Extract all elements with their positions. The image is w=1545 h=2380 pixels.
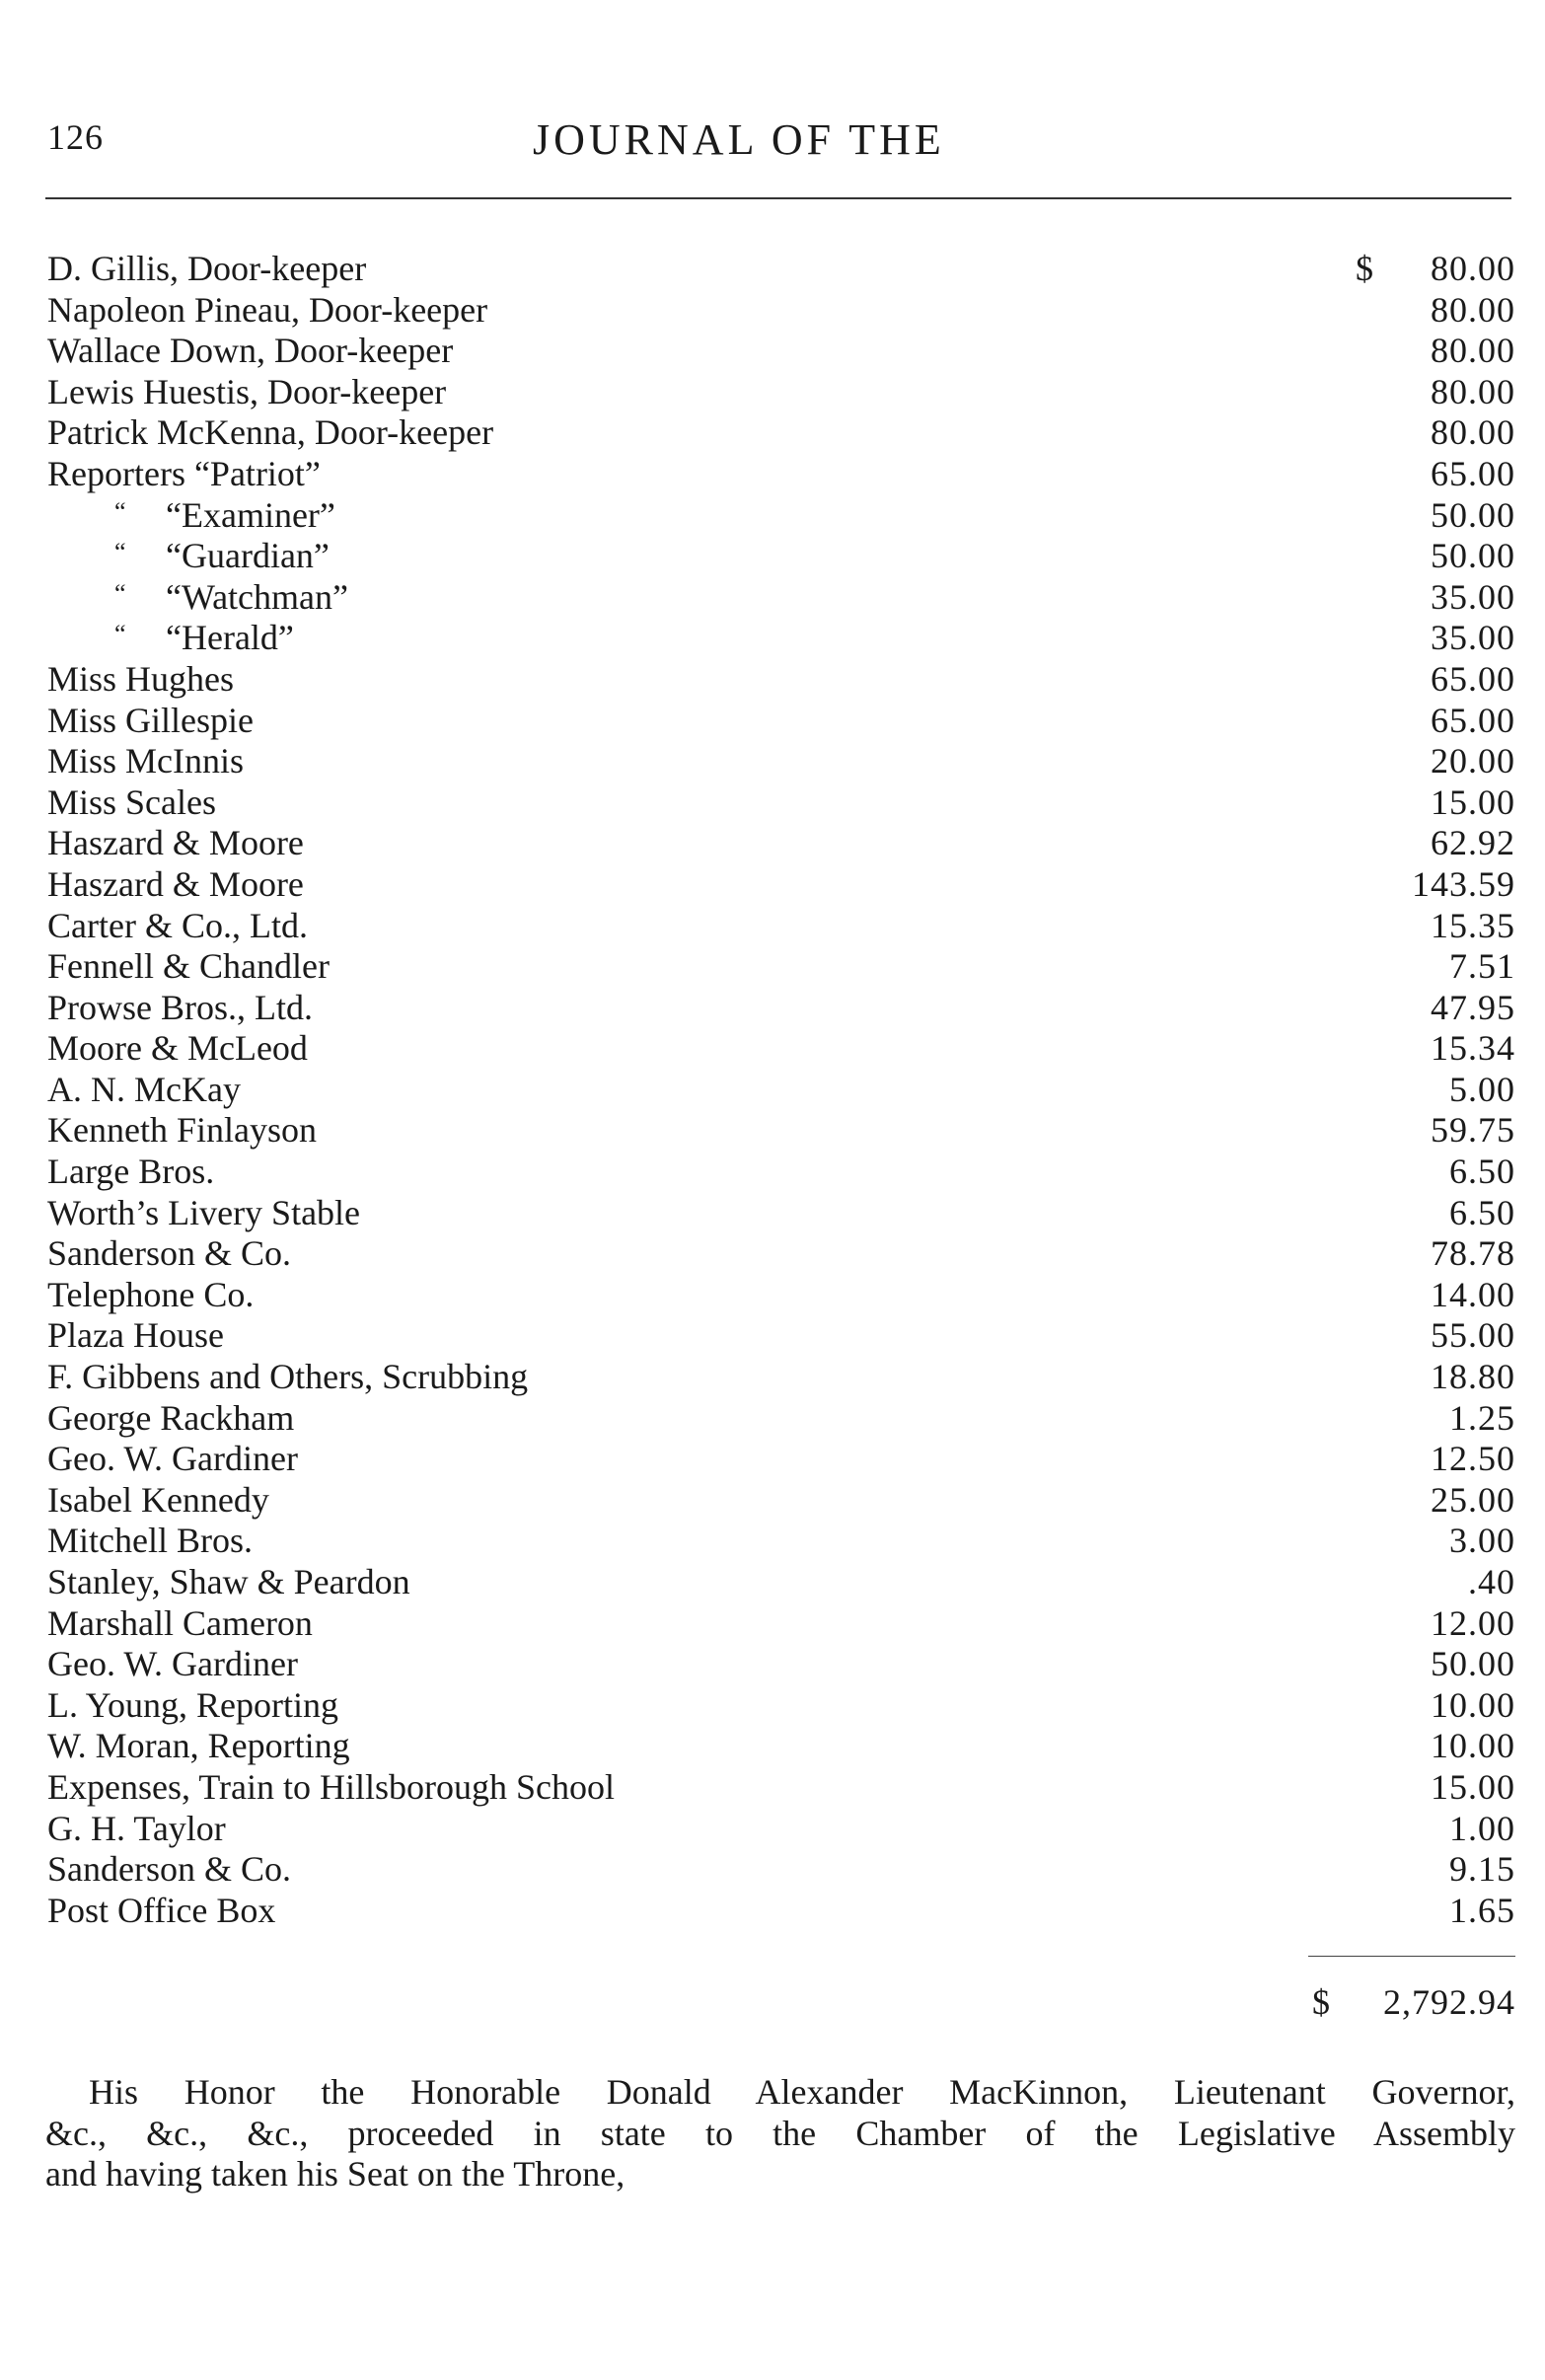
amount: 10.00: [1431, 1684, 1515, 1725]
ledger-row: [47, 1315, 1515, 1357]
amount: 50.00: [1431, 536, 1515, 576]
payee-name: “Guardian”: [166, 536, 330, 576]
payee-name: L. Young, Reporting: [47, 1684, 339, 1725]
ledger-row: [47, 331, 1515, 372]
ledger-row: [47, 372, 1515, 413]
amount: 3.00: [1449, 1521, 1515, 1561]
amount: 5.00: [1449, 1069, 1515, 1109]
amount: 18.80: [1431, 1357, 1515, 1397]
payee-name: Miss Hughes: [47, 658, 235, 699]
ledger-row: [47, 782, 1515, 824]
ledger-row: [47, 290, 1515, 332]
ledger-row: [47, 1357, 1515, 1398]
payee-name: “Watchman”: [166, 576, 348, 617]
amount: 1.00: [1449, 1808, 1515, 1848]
amount: 65.00: [1431, 453, 1515, 493]
amount: 80.00: [1431, 412, 1515, 453]
amount: 9.15: [1449, 1849, 1515, 1890]
ledger-row: [47, 946, 1515, 988]
ledger-row: [47, 1480, 1515, 1522]
amount: 35.00: [1431, 576, 1515, 617]
ledger-row: [47, 1849, 1515, 1891]
payee-name: A. N. McKay: [47, 1069, 241, 1109]
amount: 14.00: [1431, 1274, 1515, 1314]
amount: 80.00: [1431, 249, 1515, 288]
payee-name: Carter & Co., Ltd.: [47, 905, 308, 945]
ledger-row: [47, 1891, 1515, 1932]
amount: 80.00: [1431, 331, 1515, 371]
ledger-row: [47, 659, 1515, 701]
ledger-row: [47, 1193, 1515, 1234]
amount: 12.50: [1431, 1439, 1515, 1479]
ledger-row: [47, 988, 1515, 1029]
payee-name: Geo. W. Gardiner: [47, 1439, 298, 1479]
ditto-mark: “: [114, 578, 126, 608]
amount: 55.00: [1431, 1315, 1515, 1356]
payee-name: Lewis Huestis, Door-keeper: [47, 371, 447, 411]
amount: 15.35: [1431, 905, 1515, 945]
ledger-row: [47, 864, 1515, 906]
payee-name: Reporters “Patriot”: [47, 453, 321, 493]
amount: 78.78: [1431, 1233, 1515, 1274]
ledger-row: [47, 1028, 1515, 1070]
payee-name: Fennell & Chandler: [47, 946, 330, 987]
payee-name: “Examiner”: [166, 494, 335, 535]
closing-paragraph: [45, 2072, 1515, 2195]
amount: 35.00: [1431, 618, 1515, 658]
amount: 50.00: [1431, 494, 1515, 535]
running-head: JOURNAL OF THE: [533, 115, 945, 164]
ledger-row: [47, 577, 1515, 619]
amount: 15.00: [1431, 1766, 1515, 1807]
ledger-row: [47, 823, 1515, 864]
payee-name: Moore & McLeod: [47, 1028, 308, 1069]
ledger-row: [47, 1521, 1515, 1562]
payee-name: D. Gillis, Door-keeper: [47, 249, 367, 288]
paragraph-line: and having taken his Seat on the Throne,: [45, 2154, 625, 2194]
total-dollar-sign: $: [1312, 1982, 1330, 2022]
amount: 1.25: [1449, 1397, 1515, 1438]
dollar-sign: $: [1356, 249, 1373, 288]
payee-name: Expenses, Train to Hillsborough School: [47, 1766, 616, 1807]
ditto-mark: “: [114, 496, 126, 526]
amount: .40: [1468, 1562, 1515, 1601]
payee-name: W. Moran, Reporting: [47, 1726, 350, 1766]
ledger-row: [47, 906, 1515, 947]
payee-name: Prowse Bros., Ltd.: [47, 987, 313, 1027]
ledger-row: [47, 536, 1515, 577]
amount: 20.00: [1431, 741, 1515, 781]
ledger-row: [47, 1070, 1515, 1111]
ledger-row: [47, 495, 1515, 537]
payee-name: Napoleon Pineau, Door-keeper: [47, 289, 488, 330]
ledger-row: [47, 1233, 1515, 1275]
ledger-row: [47, 1439, 1515, 1480]
paragraph-line: &c., &c., &c., proceeded in state to the Chamber of the Legislative Assembly: [45, 2113, 1515, 2153]
payee-name: G. H. Taylor: [47, 1808, 226, 1848]
total-amount: 2,792.94: [1383, 1982, 1515, 2022]
payee-name: Sanderson & Co.: [47, 1849, 291, 1890]
amount: 10.00: [1431, 1726, 1515, 1766]
payee-name: Haszard & Moore: [47, 823, 304, 863]
amount: 6.50: [1449, 1192, 1515, 1232]
ditto-mark: “: [114, 538, 126, 567]
payee-name: Miss Scales: [47, 781, 216, 822]
payee-name: Kenneth Finlayson: [47, 1110, 317, 1151]
amount: 80.00: [1431, 289, 1515, 330]
header-rule: [45, 197, 1511, 199]
payee-name: George Rackham: [47, 1397, 295, 1438]
payee-name: Geo. W. Gardiner: [47, 1644, 298, 1684]
expense-ledger: [47, 249, 1515, 1931]
ledger-row: [47, 249, 1515, 290]
page-number: 126: [47, 117, 104, 157]
amount: 25.00: [1431, 1479, 1515, 1520]
payee-name: Telephone Co.: [47, 1274, 255, 1314]
amount: 15.34: [1431, 1028, 1515, 1069]
ledger-row: [47, 1152, 1515, 1193]
ledger-row: [47, 1562, 1515, 1603]
amount: 50.00: [1431, 1644, 1515, 1684]
payee-name: Marshall Cameron: [47, 1602, 313, 1643]
payee-name: Post Office Box: [47, 1890, 276, 1930]
ledger-row: [47, 412, 1515, 454]
amount: 80.00: [1431, 371, 1515, 411]
ledger-row: [47, 701, 1515, 742]
amount: 59.75: [1431, 1110, 1515, 1151]
payee-name: F. Gibbens and Others, Scrubbing: [47, 1357, 529, 1397]
payee-name: Haszard & Moore: [47, 863, 304, 904]
ledger-row: [47, 1726, 1515, 1767]
paragraph-line: His Honor the Honorable Donald Alexander MacKinnon, Lieutenant Governor,: [89, 2072, 1515, 2112]
payee-name: Wallace Down, Door-keeper: [47, 331, 454, 371]
payee-name: Miss McInnis: [47, 741, 245, 781]
ledger-row: [47, 1110, 1515, 1152]
payee-name: Large Bros.: [47, 1152, 215, 1192]
amount: 15.00: [1431, 781, 1515, 822]
payee-name: Stanley, Shaw & Peardon: [47, 1562, 410, 1601]
payee-name: Miss Gillespie: [47, 700, 255, 740]
total-rule: [1308, 1956, 1515, 1957]
payee-name: Plaza House: [47, 1315, 224, 1356]
payee-name: “Herald”: [166, 618, 294, 658]
ledger-row: [47, 1809, 1515, 1850]
ledger-row: [47, 1644, 1515, 1685]
amount: 143.59: [1412, 863, 1515, 904]
ledger-row: [47, 454, 1515, 495]
ledger-row: [47, 1275, 1515, 1316]
payee-name: Mitchell Bros.: [47, 1521, 253, 1561]
payee-name: Patrick McKenna, Door-keeper: [47, 412, 494, 453]
amount: 47.95: [1431, 987, 1515, 1027]
amount: 7.51: [1449, 946, 1515, 987]
amount: 1.65: [1449, 1890, 1515, 1930]
payee-name: Sanderson & Co.: [47, 1233, 291, 1274]
amount: 62.92: [1431, 823, 1515, 863]
amount: 6.50: [1449, 1152, 1515, 1192]
ledger-row: [47, 618, 1515, 659]
ditto-mark: “: [114, 620, 126, 649]
amount: 65.00: [1431, 658, 1515, 699]
payee-name: Worth’s Livery Stable: [47, 1192, 361, 1232]
amount: 12.00: [1431, 1602, 1515, 1643]
ledger-row: [47, 1398, 1515, 1440]
ledger-row: [47, 741, 1515, 782]
payee-name: Isabel Kennedy: [47, 1479, 269, 1520]
amount: 65.00: [1431, 700, 1515, 740]
ledger-row: [47, 1603, 1515, 1645]
ledger-row: [47, 1685, 1515, 1727]
ledger-row: [47, 1767, 1515, 1809]
